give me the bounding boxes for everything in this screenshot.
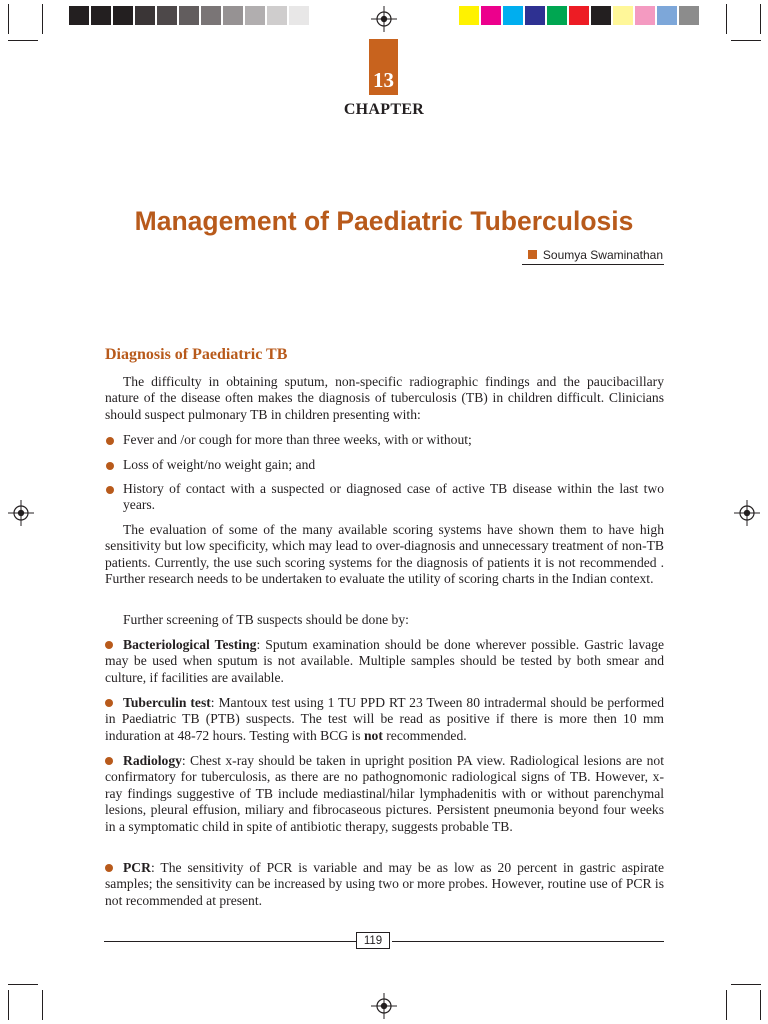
page-number: 119 <box>356 932 390 949</box>
color-swatch <box>635 6 655 25</box>
bullet-dot-icon <box>106 486 114 494</box>
footer-rule <box>392 941 664 942</box>
crop-mark <box>726 4 727 34</box>
test-term: PCR <box>123 860 151 875</box>
bullet-dot-icon <box>105 864 113 872</box>
test-text: : Mantoux test using 1 TU PPD RT 23 Tween 80 intradermal should be performed in Paediatric TB (PTB) suspects. The test will be read as positive if there is more then 10 mm induration at 48-72 hours. Testing with BCG is <box>105 695 664 743</box>
symptom-item: Fever and /or cough for more than three weeks, with or without; <box>123 432 472 447</box>
test-term: Bacteriological Testing <box>123 637 257 652</box>
test-text: : Sputum examination should be done wherever possible. Gastric lavage may be used when sputum is not available. Multiple samples should be tested by both smear and culture, if facilities are available. <box>105 637 664 685</box>
color-swatch <box>481 6 501 25</box>
author-line <box>528 248 663 262</box>
scoring-paragraph: The evaluation of some of the many available scoring systems have shown them to have high sensitivity but low specificity, which may lead to over-diagnosis and unnecessary treatment of non-TB patients. Currently, the use such scoring systems for the diagnosis of patients it is not recommended . Further research needs to be undertaken to evaluate the utility of scoring charts in the Indian context. <box>105 522 664 587</box>
bullet-dot-icon <box>106 462 114 470</box>
color-swatch <box>657 6 677 25</box>
test-text: : Chest x-ray should be taken in upright position PA view. Radiological lesions are not confirmatory for tuberculosis, as there are no pathognomonic radiological signs of TB. However, x-ray findings suggestive of TB include mediastinal/hilar lymphadenitis with or without parenchymal lesions, pleural effusion, miliary and fibrocaseous pictures. Persistent pneumonia beyond four weeks in a symptomatic child in spite of antibiotic therapy, suggests probable TB. <box>105 753 664 834</box>
color-swatch <box>179 6 199 25</box>
color-swatch <box>289 6 309 25</box>
crop-mark <box>8 990 9 1020</box>
crop-mark <box>8 4 9 34</box>
color-swatch <box>613 6 633 25</box>
test-term: Tuberculin test <box>123 695 211 710</box>
registration-mark-icon <box>371 6 397 32</box>
registration-mark-icon <box>8 500 34 526</box>
test-tuberculin <box>105 695 664 744</box>
test-term: Radiology <box>123 753 182 768</box>
section-heading: Diagnosis of Paediatric TB <box>105 346 288 363</box>
color-swatch <box>223 6 243 25</box>
registration-mark-icon <box>371 993 397 1019</box>
color-swatch <box>201 6 221 25</box>
bullet-dot-icon <box>105 641 113 649</box>
author-rule <box>522 264 664 265</box>
symptom-item: History of contact with a suspected or diagnosed case of active TB disease within the last two years. <box>123 481 664 513</box>
color-swatch <box>525 6 545 25</box>
test-radiology <box>105 753 664 835</box>
crop-mark <box>42 4 43 34</box>
crop-mark <box>726 990 727 1020</box>
test-pcr <box>105 860 664 909</box>
color-swatch <box>503 6 523 25</box>
test-bacteriological <box>105 637 664 686</box>
crop-mark <box>731 984 761 985</box>
intro-paragraph: The difficulty in obtaining sputum, non-specific radiographic findings and the paucibacillary nature of the disease often makes the diagnosis of tuberculosis (TB) in children difficult. Clinicians should suspect pulmonary TB in children presenting with: <box>105 374 664 422</box>
footer-rule <box>104 941 356 942</box>
color-swatch <box>91 6 111 25</box>
color-swatch <box>591 6 611 25</box>
bullet-dot-icon <box>106 437 114 445</box>
square-bullet-icon <box>528 250 537 259</box>
color-swatch <box>113 6 133 25</box>
color-swatch <box>69 6 89 25</box>
crop-mark <box>42 990 43 1020</box>
color-swatch <box>245 6 265 25</box>
screening-intro: Further screening of TB suspects should be done by: <box>123 612 409 627</box>
crop-mark <box>760 990 761 1020</box>
color-swatch <box>459 6 479 25</box>
chapter-number-badge: 13 <box>369 39 398 95</box>
chapter-label: CHAPTER <box>343 101 425 118</box>
crop-mark <box>8 40 38 41</box>
registration-mark-icon <box>734 500 760 526</box>
color-swatch <box>679 6 699 25</box>
crop-mark <box>731 40 761 41</box>
symptom-item: Loss of weight/no weight gain; and <box>123 457 316 472</box>
page-title: Management of Paediatric Tuberculosis <box>134 206 634 236</box>
test-emphasis: not <box>363 727 383 743</box>
color-swatch <box>547 6 567 25</box>
color-swatch <box>267 6 287 25</box>
test-text: recommended. <box>382 727 467 743</box>
author-name: Soumya Swaminathan <box>542 248 663 262</box>
crop-mark <box>760 4 761 34</box>
color-swatch <box>135 6 155 25</box>
color-swatch <box>157 6 177 25</box>
bullet-dot-icon <box>105 757 113 765</box>
color-swatch <box>569 6 589 25</box>
crop-mark <box>8 984 38 985</box>
test-text: : The sensitivity of PCR is variable and may be as low as 20 percent in gastric aspirate samples; the sensitivity can be increased by using two or more probes. However, routine use of PCR is not recommended at present. <box>105 860 664 908</box>
bullet-dot-icon <box>105 699 113 707</box>
